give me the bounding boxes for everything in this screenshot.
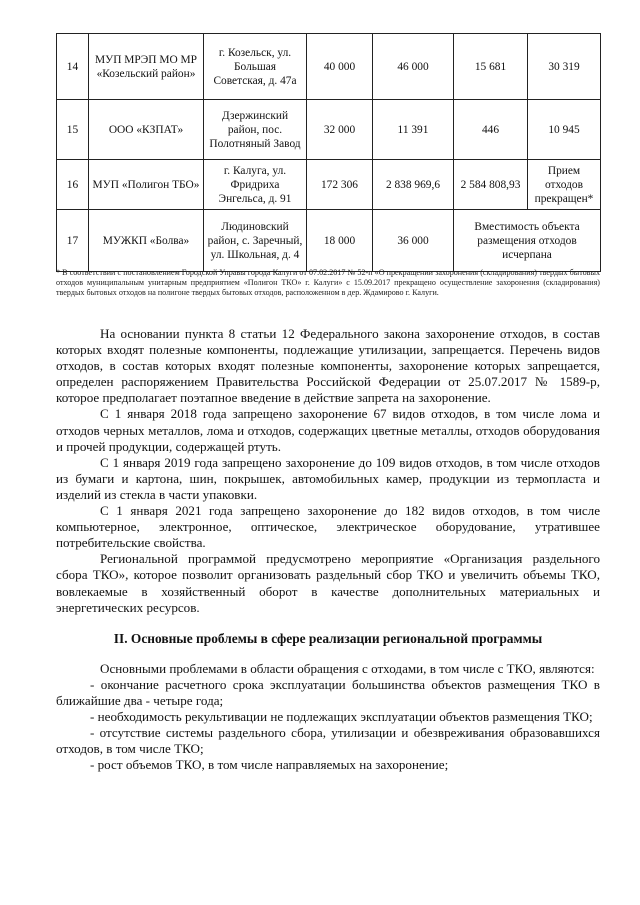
paragraph: Региональной программой предусмотрено мероприятие «Организация раздельного сбора ТКО», которое позволит организовать раздельный сбор ТКО и увеличить объемы ТКО, вовлекаемые в хозяйственный оборот в качестве дополнительных материальных и энергетических ресурсов. bbox=[56, 551, 600, 615]
row-number: 16 bbox=[57, 160, 89, 210]
filled-value: 2 584 808,93 bbox=[454, 160, 528, 210]
list-item: - необходимость рекультивации не подлежащих эксплуатации объектов размещения ТКО; bbox=[90, 708, 593, 724]
volume-value: 46 000 bbox=[373, 34, 454, 100]
landfill-table bbox=[56, 33, 601, 272]
operator-name: МУЖКП «Болва» bbox=[89, 210, 204, 272]
volume-value: 11 391 bbox=[373, 100, 454, 160]
list-item: - отсутствие системы раздельного сбора, утилизации и обезвреживания образовавшихся отходов, в том числе ТКО; bbox=[56, 725, 600, 757]
facility-address: Людиновский район, с. Заречный, ул. Школьная, д. 4 bbox=[204, 210, 307, 272]
filled-value: 446 bbox=[454, 100, 528, 160]
table-row bbox=[57, 34, 601, 100]
filled-value: 15 681 bbox=[454, 34, 528, 100]
section-intro: Основными проблемами в области обращения с отходами, в том числе с ТКО, являются: bbox=[100, 660, 595, 676]
operator-name: МУП МРЭП МО МР «Козельский район» bbox=[89, 34, 204, 100]
capacity-value: 32 000 bbox=[307, 100, 373, 160]
list-item: - рост объемов ТКО, в том числе направляемых на захоронение; bbox=[90, 757, 449, 773]
section-heading: II. Основные проблемы в сфере реализации региональной программы bbox=[113, 630, 543, 646]
facility-address: г. Калуга, ул. Фридриха Энгельса, д. 91 bbox=[204, 160, 307, 210]
paragraph: С 1 января 2021 года запрещено захоронение до 182 видов отходов, в том числе компьютерное, электронное, оптическое, электрическое оборудование, утратившее потребительские свойства. bbox=[56, 503, 600, 551]
paragraph: На основании пункта 8 статьи 12 Федерального закона захоронение отходов, в состав которых входят полезные компоненты, подлежащие утилизации, запрещается. Перечень видов отходов, в состав которых входят полезные компоненты, захоронение которых запрещается, определен распоряжением Правительства Российской Федерации от 25.07.2017 № 1589-р, которое предполагает поэтапное введение в действие запрета на захоронение. bbox=[56, 326, 600, 406]
table-row bbox=[57, 100, 601, 160]
row-number: 17 bbox=[57, 210, 89, 272]
main-text bbox=[56, 326, 600, 773]
paragraph: С 1 января 2019 года запрещено захоронение до 109 видов отходов, в том числе отходов из бумаги и картона, шин, покрышек, автомобильных камер, продукции из термопласта и изделий из стекла в части упаковки. bbox=[56, 454, 600, 502]
remaining-value: 30 319 bbox=[528, 34, 601, 100]
capacity-value: 18 000 bbox=[307, 210, 373, 272]
capacity-value: 172 306 bbox=[307, 160, 373, 210]
row-number: 15 bbox=[57, 100, 89, 160]
operator-name: ООО «КЗПАТ» bbox=[89, 100, 204, 160]
capacity-exhausted-note: Вместимость объекта размещения отходов исчерпана bbox=[454, 210, 601, 272]
facility-address: Дзержинский район, пос. Полотняный Завод bbox=[204, 100, 307, 160]
capacity-value: 40 000 bbox=[307, 34, 373, 100]
table-row bbox=[57, 210, 601, 272]
paragraph: С 1 января 2018 года запрещено захоронение 67 видов отходов, в том числе лома и отходов черных металлов, лома и отходов, содержащих цветные металлы, отходов оборудования и прочей продукции, содержащей ртуть. bbox=[56, 406, 600, 454]
facility-address: г. Козельск, ул. Большая Советская, д. 47а bbox=[204, 34, 307, 100]
volume-value: 2 838 969,6 bbox=[373, 160, 454, 210]
remaining-value: Прием отходов прекращен* bbox=[528, 160, 601, 210]
remaining-value: 10 945 bbox=[528, 100, 601, 160]
row-number: 14 bbox=[57, 34, 89, 100]
table-footnote: * В соответствии с постановлением Городской Управы города Калуги от 07.02.2017 № 52-п «О прекращении захоронения (складирования) твердых бытовых отходов муниципальным унитарным предприятием «Полигон ТКО» г. Калуги» с 15.09.2017 прекращено осуществление захоронения (складирования) твердых бытовых отходов на полигоне твердых бытовых отходов, расположенном в дер. Ждамирово г. Калуги. bbox=[56, 268, 600, 298]
operator-name: МУП «Полигон ТБО» bbox=[89, 160, 204, 210]
table-row bbox=[57, 160, 601, 210]
volume-value: 36 000 bbox=[373, 210, 454, 272]
list-item: - окончание расчетного срока эксплуатации большинства объектов размещения ТКО в ближайшие два - четыре года; bbox=[56, 676, 600, 708]
